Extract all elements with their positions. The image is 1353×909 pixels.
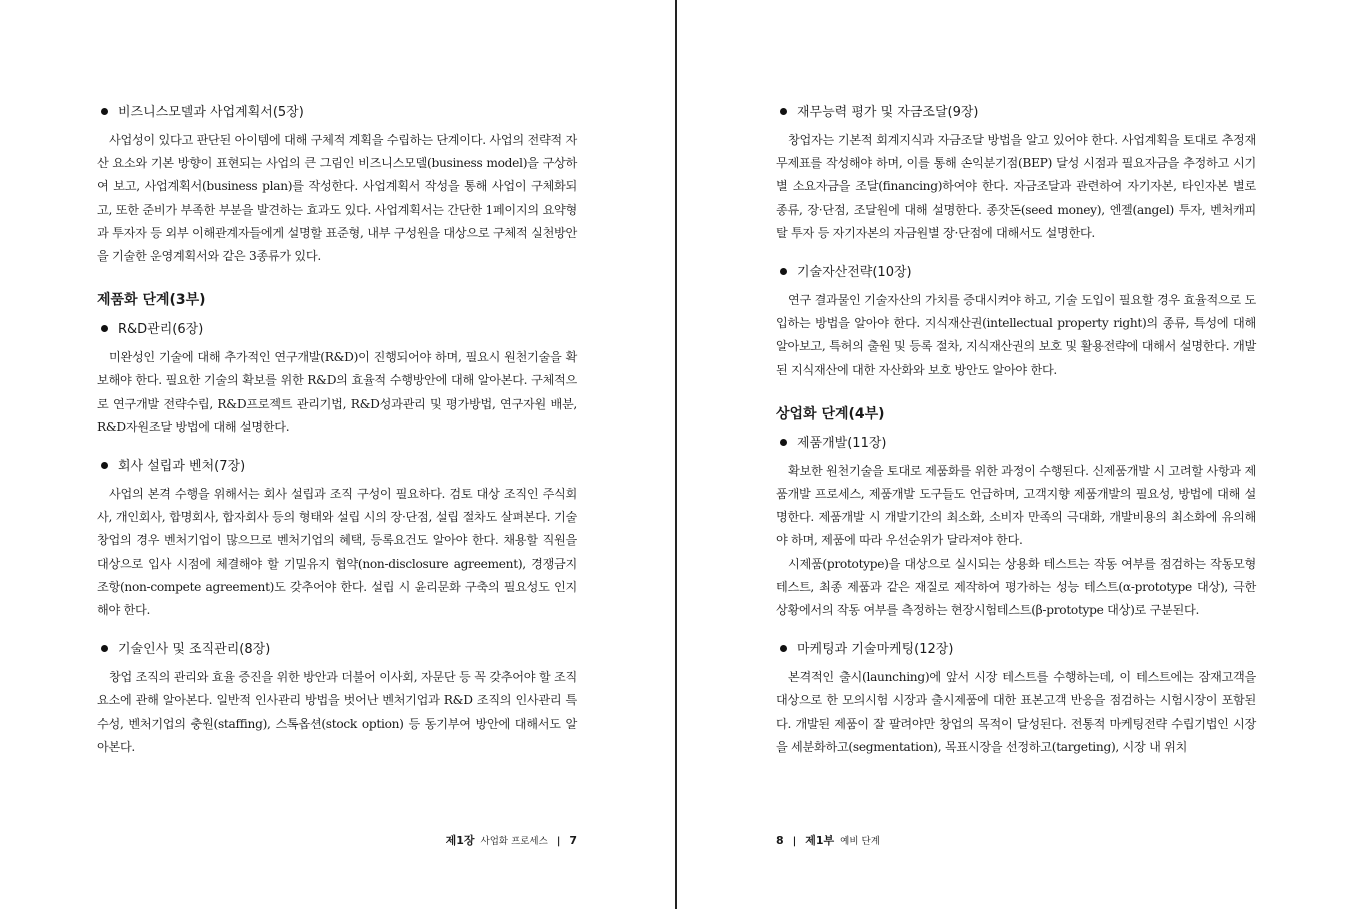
section-heading: 제품개발(11장): [776, 434, 1256, 454]
footer-part: 제1부: [805, 834, 835, 847]
bullet-icon: [101, 645, 108, 652]
section-paragraph: 확보한 원천기술을 토대로 제품화를 위한 과정이 수행된다. 신제품개발 시 고려할 사항과 제품개발 프로세스, 제품개발 도구들도 언급하며, 고객지향 제품개발의 필요성, 방법에 대해 설명한다. 제품개발 시 개발기간의 최소화, 소비자 만족의 극대화, 개발비용의 최소화에 유의해야 하며, 제품에 따라 우선순위가 달라져야 한다.: [776, 463, 1256, 548]
section-business-model: [97, 103, 577, 268]
section-paragraph: 본격적인 출시(launching)에 앞서 시장 테스트를 수행하는데, 이 테스트에는 잠재고객을 대상으로 한 모의시험 시장과 출시제품에 대한 표본고객 반응을 점검하는 시험시장이 포함된다. 개발된 제품이 잘 팔려야만 창업의 목적이 달성된다. 전통적 마케팅전략 수립기법인 시장을 세분화하고(segmentation), 목표시장을 선정하고(targeting), 시장 내 위치: [776, 670, 1256, 754]
bullet-icon: [780, 645, 787, 652]
part-heading: 제품화 단계(3부): [97, 292, 206, 309]
section-heading: 기술자산전략(10장): [776, 263, 1256, 283]
page-footer: 8 | 제1부 예비 단계: [776, 834, 880, 847]
part-heading: 상업화 단계(4부): [776, 405, 885, 422]
page-number: 8: [776, 834, 784, 847]
bullet-icon: [101, 325, 108, 332]
section-heading: 재무능력 평가 및 자금조달(9장): [776, 103, 1256, 123]
section-company-setup: [97, 457, 577, 622]
right-column: [776, 103, 1256, 759]
section-paragraph: 시제품(prototype)을 대상으로 실시되는 상용화 테스트는 작동 여부를 점검하는 작동모형테스트, 최종 제품과 같은 재질로 제작하여 평가하는 성능 테스트(α-prototype 대상), 극한 상황에서의 작동 여부를 측정하는 현장시험테스트(β-prototype 대상)로 구분된다.: [776, 556, 1256, 618]
section-paragraph: 사업의 본격 수행을 위해서는 회사 설립과 조직 구성이 필요하다. 검토 대상 조직인 주식회사, 개인회사, 합명회사, 합자회사 등의 형태와 설립 시의 장·단점, 설립 절차도 살펴본다. 기술창업의 경우 벤처기업이 많으므로 벤처기업의 혜택, 등록요건도 알아야 한다. 채용할 직원을 대상으로 입사 시점에 체결해야 할 기밀유지 협약(non-disclosure agreement), 경쟁금지 조항(non-compete agreement)도 갖추어야 한다. 설립 시 윤리문화 구축의 필요성도 인지해야 한다.: [97, 487, 577, 618]
section-heading: 마케팅과 기술마케팅(12장): [776, 640, 1256, 660]
page-footer: 제1장 사업화 프로세스 | 7: [445, 834, 577, 847]
section-heading: 기술인사 및 조직관리(8장): [97, 640, 577, 660]
page-number: 7: [569, 834, 577, 847]
section-paragraph: 연구 결과물인 기술자산의 가치를 증대시켜야 하고, 기술 도입이 필요할 경우 효율적으로 도입하는 방법을 알아야 한다. 지식재산권(intellectual property right)의 종류, 특성에 대해 알아보고, 특허의 출원 및 등록 절차, 지식재산권의 보호 및 활용전략에 대해서 설명한다. 개발된 지식재산에 대한 자산화와 보호 방안도 알아야 한다.: [776, 293, 1256, 377]
footer-title: 예비 단계: [840, 836, 880, 847]
right-page: [678, 0, 1353, 909]
footer-title: 사업화 프로세스: [480, 836, 548, 847]
footer-chapter: 제1장: [445, 834, 475, 847]
section-paragraph: 미완성인 기술에 대해 추가적인 연구개발(R&D)이 진행되어야 하며, 필요시 원천기술을 확보해야 한다. 필요한 기술의 확보를 위한 R&D의 효율적 수행방안에 대해 알아본다. 구체적으로 연구개발 전략수립, R&D프로젝트 관리기법, R&D성과관리 및 평가방법, 연구자원 배분, R&D자원조달 방법에 대해 설명한다.: [97, 350, 577, 434]
book-spine-divider: [675, 0, 677, 909]
section-paragraph: 사업성이 있다고 판단된 아이템에 대해 구체적 계획을 수립하는 단계이다. 사업의 전략적 자산 요소와 기본 방향이 표현되는 사업의 큰 그림인 비즈니스모델(business model)을 구상하여 보고, 사업계획서(business plan)를 작성한다. 사업계획서 작성을 통해 사업이 구체화되고, 또한 준비가 부족한 부분을 발견하는 효과도 있다. 사업계획서는 간단한 1페이지의 요약형과 투자자 등 외부 이해관계자들에게 설명할 표준형, 내부 구성원을 대상으로 구체적 실천방안을 기술한 운영계획서와 같은 3종류가 있다.: [97, 133, 577, 264]
section-marketing: [776, 640, 1256, 759]
section-rnd: [97, 320, 577, 439]
section-paragraph: 창업 조직의 관리와 효율 증진을 위한 방안과 더불어 이사회, 자문단 등 꼭 갖추어야 할 조직 요소에 관해 알아본다. 일반적 인사관리 방법을 벗어난 벤처기업과 R&D 조직의 인사관리 특수성, 벤처기업의 충원(staffing), 스톡옵션(stock option) 등 동기부여 방안에 대해서도 알아본다.: [97, 670, 577, 754]
section-paragraph: 창업자는 기본적 회계지식과 자금조달 방법을 알고 있어야 한다. 사업계획을 토대로 추정재무제표를 작성해야 하며, 이를 통해 손익분기점(BEP) 달성 시점과 필요자금을 추정하고 시기별 소요자금을 조달(financing)하여야 한다. 자금조달과 관련하여 자기자본, 타인자본 별로 종류, 장·단점, 조달원에 대해 설명한다. 종잣돈(seed money), 엔젤(angel) 투자, 벤처캐피탈 투자 등 자기자본의 자금원별 장·단점에 대해서도 설명한다.: [776, 133, 1256, 240]
section-product-dev: [776, 434, 1256, 622]
section-heading: 비즈니스모델과 사업계획서(5장): [97, 103, 577, 123]
bullet-icon: [780, 268, 787, 275]
left-page: [0, 0, 676, 909]
section-heading: R&D관리(6장): [97, 320, 577, 340]
section-hr: [97, 640, 577, 759]
bullet-icon: [101, 108, 108, 115]
section-heading: 회사 설립과 벤처(7장): [97, 457, 577, 477]
left-column: [97, 103, 577, 759]
bullet-icon: [780, 108, 787, 115]
section-tech-asset: [776, 263, 1256, 382]
section-finance: [776, 103, 1256, 245]
bullet-icon: [101, 462, 108, 469]
bullet-icon: [780, 439, 787, 446]
